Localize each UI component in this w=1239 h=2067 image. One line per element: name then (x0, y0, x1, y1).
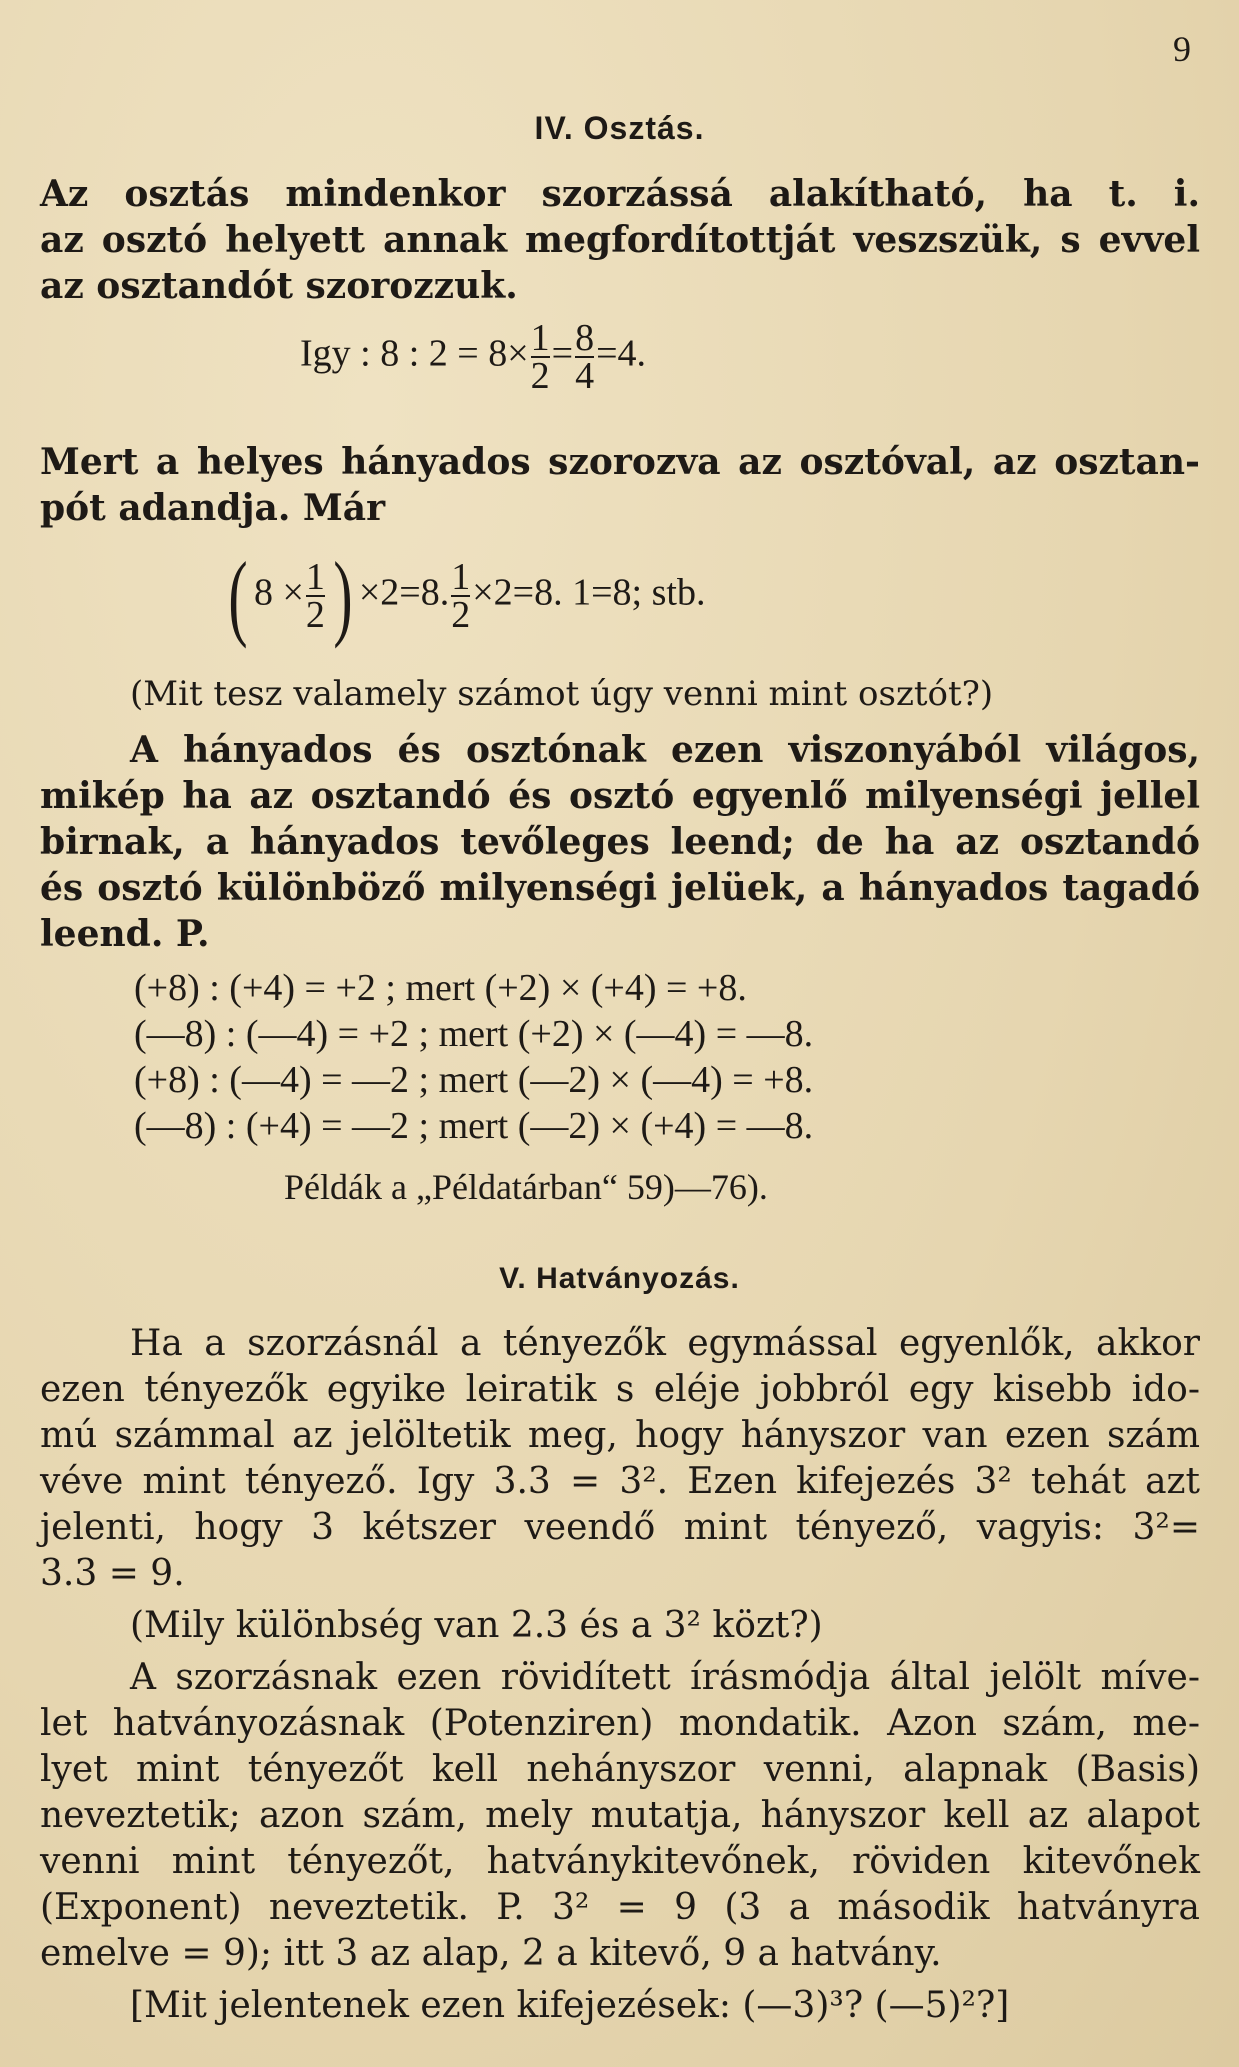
paragraph-line: véve mint tényező. Igy 3.3 = 3². Ezen kifejezés 3² tehát azt (40, 1461, 1200, 1502)
paragraph-line: A hányados és osztónak ezen viszonyából világos, (130, 729, 1200, 771)
paragraph-line: pót adandja. Már (40, 487, 386, 529)
paragraph-line: birnak, a hányados tevőleges leend; de ha az osztandó (40, 821, 1200, 863)
paragraph-line: Az osztás mindenkor szorzássá alakítható, ha t. i. (40, 173, 1200, 215)
question-line: (Mily különbség van 2.3 és a 3² közt?) (130, 1605, 823, 1646)
sign-equation: (+8) : (+4) = +2 ; mert (+2) × (+4) = +8. (134, 967, 747, 1009)
paragraph-line: jelenti, hogy 3 kétszer veendő mint tényező, vagyis: 3²= (40, 1507, 1200, 1548)
fraction: $\frac{1}{2}$ (305, 556, 325, 636)
paragraph-line: az osztandót szorozzuk. (40, 265, 518, 307)
sign-equation: (+8) : (—4) = —2 ; mert (—2) × (—4) = +8. (134, 1059, 814, 1101)
paragraph-line: (Exponent) neveztetik. P. 3² = 9 (3 a második hatványra (40, 1887, 1200, 1928)
paragraph-line: lyet mint tényezőt kell nehányszor venni, alapnak (Basis) (40, 1749, 1200, 1790)
sign-equation: (—8) : (—4) = +2 ; mert (+2) × (—4) = —8. (134, 1013, 814, 1055)
paragraph-line: 3.3 = 9. (40, 1553, 185, 1594)
closing-question: [Mit jelentenek ezen kifejezések: (—3)³? (—5)²?] (130, 1985, 1010, 2026)
fraction: $\frac{1}{2}$ (451, 556, 471, 636)
fraction: $\frac{8}{4}$ (575, 317, 595, 397)
section-heading-division: IV. Osztás. (534, 110, 705, 146)
examples-reference: Példák a „Példatárban“ 59)—76). (284, 1167, 768, 1207)
fraction: $\frac{1}{2}$ (530, 317, 550, 397)
sign-equation: (—8) : (+4) = —2 ; mert (—2) × (+4) = —8. (134, 1105, 814, 1147)
paragraph-line: emelve = 9); itt 3 az alap, 2 a kitevő, 9 a hatvány. (40, 1933, 942, 1974)
paragraph-line: és osztó különböző milyenségi jelüek, a hányados tagadó (40, 867, 1200, 909)
question-line: (Mit tesz valamely számot úgy venni mint osztót?) (130, 674, 994, 714)
paragraph-line: A szorzásnak ezen rövidített írásmódja által jelölt míve- (130, 1657, 1200, 1698)
paragraph-line: Ha a szorzásnál a tényezők egymással egyenlők, akkor (130, 1323, 1200, 1364)
paragraph-line: Mert a helyes hányados szorozva az osztóval, az osztan- (40, 441, 1200, 483)
section-heading-powers: V. Hatványozás. (499, 1262, 740, 1295)
paragraph-line: ezen tényezők egyike leiratik s eléje jobbról egy kisebb ido- (40, 1369, 1200, 1410)
paragraph-line: az osztó helyett annak megfordítottját veszszük, s evvel (40, 219, 1200, 261)
paragraph-line: neveztetik; azon szám, mely mutatja, hányszor kell az alapot (40, 1795, 1200, 1836)
proof-formula: ( 8 × $\frac{1}{2}$ ) ×2=8. $\frac{1}{2}$ ×2=8. 1=8; stb. (228, 542, 706, 649)
paragraph-line: mikép ha az osztandó és osztó egyenlő milyenségi jellel (40, 775, 1200, 817)
paragraph-line: venni mint tényezőt, hatványkitevőnek, röviden kitevőnek (40, 1841, 1200, 1882)
division-example-formula: Igy : 8 : 2 = 8× $\frac{1}{2}$ = $\frac{8}{4}$ =4. (300, 317, 647, 397)
page-number: 9 (1173, 29, 1191, 69)
paragraph-line: mú számmal az jelöltetik meg, hogy hányszor van ezen szám (40, 1415, 1200, 1456)
paragraph-line: let hatványozásnak (Potenziren) mondatik. Azon szám, me- (40, 1703, 1200, 1744)
paragraph-line: leend. P. (40, 913, 210, 955)
